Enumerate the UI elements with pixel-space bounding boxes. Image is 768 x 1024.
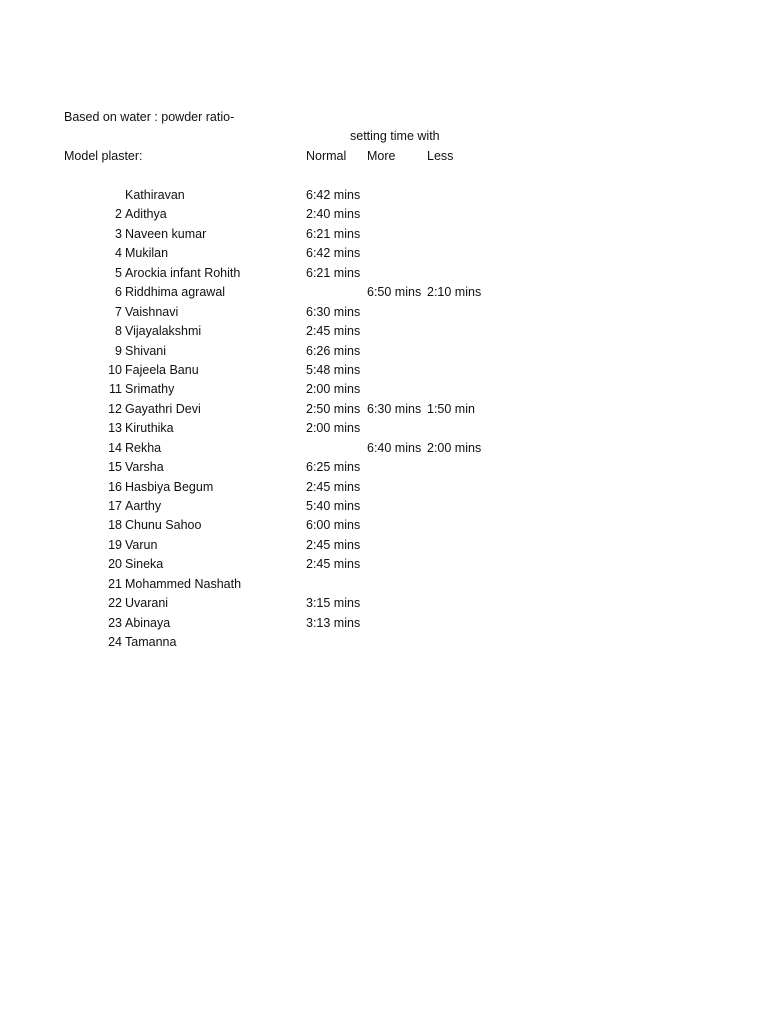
table-row — [0, 459, 768, 478]
cell-less: 2:00 mins — [427, 440, 482, 455]
cell-num: 24 — [108, 635, 122, 650]
cell-normal: 2:50 mins — [306, 401, 361, 416]
cell-name: Vaishnavi — [125, 304, 179, 319]
cell-num: 20 — [108, 557, 122, 572]
cell-normal: 6:30 mins — [306, 304, 361, 319]
cell-num: 11 — [109, 382, 122, 397]
column-header-normal: Normal — [306, 149, 347, 163]
cell-name: Varsha — [125, 460, 164, 475]
cell-name: Arockia infant Rohith — [125, 265, 241, 280]
cell-normal: 2:45 mins — [306, 324, 361, 339]
cell-num: 5 — [115, 265, 122, 280]
cell-normal: 6:21 mins — [306, 265, 361, 280]
table-row — [0, 615, 768, 634]
model-plaster-label: Model plaster: — [64, 149, 143, 163]
cell-name: Varun — [125, 537, 158, 552]
results-table — [0, 187, 768, 654]
cell-name: Abinaya — [125, 615, 171, 630]
cell-normal: 3:15 mins — [306, 596, 361, 611]
table-row — [0, 537, 768, 556]
cell-normal: 2:45 mins — [306, 479, 361, 494]
cell-normal: 2:40 mins — [306, 207, 361, 222]
cell-more: 6:30 mins — [367, 401, 422, 416]
table-row — [0, 362, 768, 381]
table-row — [0, 556, 768, 575]
cell-num: 12 — [108, 401, 122, 416]
cell-num: 21 — [108, 576, 122, 591]
cell-normal: 3:13 mins — [306, 615, 361, 630]
cell-name: Uvarani — [125, 596, 169, 611]
cell-num: 8 — [115, 324, 122, 339]
cell-name: Shivani — [125, 343, 166, 358]
cell-name: Aarthy — [125, 499, 162, 513]
cell-normal: 6:21 mins — [306, 226, 361, 241]
table-row — [0, 517, 768, 536]
table-row — [0, 595, 768, 614]
table-row — [0, 343, 768, 362]
cell-normal: 6:00 mins — [306, 518, 361, 533]
cell-num: 10 — [108, 362, 122, 377]
table-row — [0, 420, 768, 439]
cell-num: 23 — [108, 615, 122, 630]
cell-normal: 2:45 mins — [306, 557, 361, 572]
cell-normal: 5:48 mins — [306, 362, 361, 377]
cell-name: Riddhima agrawal — [125, 285, 226, 300]
cell-name: Rekha — [125, 440, 162, 455]
table-row — [0, 206, 768, 225]
heading: Based on water : powder ratio- — [64, 110, 235, 124]
cell-name: Tamanna — [125, 635, 177, 650]
cell-num: 16 — [108, 479, 122, 494]
table-row — [0, 401, 768, 420]
table-row — [0, 323, 768, 342]
cell-num: 13 — [108, 421, 122, 436]
cell-more: 6:50 mins — [367, 285, 422, 300]
cell-less: 2:10 mins — [427, 285, 482, 300]
cell-normal: 2:45 mins — [306, 537, 361, 552]
cell-num: 7 — [115, 304, 122, 319]
setting-time-header: setting time with — [350, 129, 440, 143]
cell-name: Naveen kumar — [125, 226, 207, 241]
cell-normal: 6:25 mins — [306, 460, 361, 475]
cell-num: 19 — [108, 537, 122, 552]
cell-normal: 6:42 mins — [306, 188, 361, 202]
cell-num: 4 — [115, 246, 122, 261]
table-row — [0, 479, 768, 498]
table-row — [0, 634, 768, 653]
cell-num: 18 — [108, 518, 122, 533]
cell-normal: 6:42 mins — [306, 246, 361, 261]
cell-normal: 6:26 mins — [306, 343, 361, 358]
cell-more: 6:40 mins — [367, 440, 422, 455]
table-row — [0, 265, 768, 284]
cell-name: Hasbiya Begum — [125, 479, 214, 494]
table-row — [0, 381, 768, 400]
table-row — [0, 245, 768, 264]
column-header-less: Less — [427, 149, 454, 163]
cell-num: 15 — [108, 460, 122, 475]
cell-name: Fajeela Banu — [125, 362, 199, 377]
cell-name: Chunu Sahoo — [125, 518, 202, 533]
table-row — [0, 304, 768, 323]
cell-num: 6 — [115, 285, 122, 300]
table-row — [0, 498, 768, 517]
cell-name: Kiruthika — [125, 421, 174, 436]
table-row — [0, 187, 768, 206]
cell-num: 14 — [108, 440, 122, 455]
cell-num: 9 — [115, 343, 122, 358]
table-row — [0, 440, 768, 459]
cell-name: Kathiravan — [125, 188, 185, 202]
cell-less: 1:50 min — [427, 401, 475, 416]
cell-normal: 2:00 mins — [306, 382, 361, 397]
cell-name: Mukilan — [125, 246, 169, 261]
table-row — [0, 284, 768, 303]
cell-num: 3 — [115, 226, 122, 241]
cell-name: Gayathri Devi — [125, 401, 201, 416]
table-row — [0, 226, 768, 245]
cell-num: 2 — [115, 207, 122, 222]
cell-num: 22 — [108, 596, 122, 611]
cell-normal: 2:00 mins — [306, 421, 361, 436]
cell-normal: 5:40 mins — [306, 499, 361, 513]
column-header-more: More — [367, 149, 396, 163]
cell-name: Vijayalakshmi — [125, 324, 202, 339]
cell-name: Sineka — [125, 557, 164, 572]
cell-name: Srimathy — [125, 382, 175, 397]
cell-name: Mohammed Nashath — [125, 576, 242, 591]
table-row — [0, 576, 768, 595]
cell-name: Adithya — [125, 207, 167, 222]
cell-num: 17 — [108, 499, 122, 513]
